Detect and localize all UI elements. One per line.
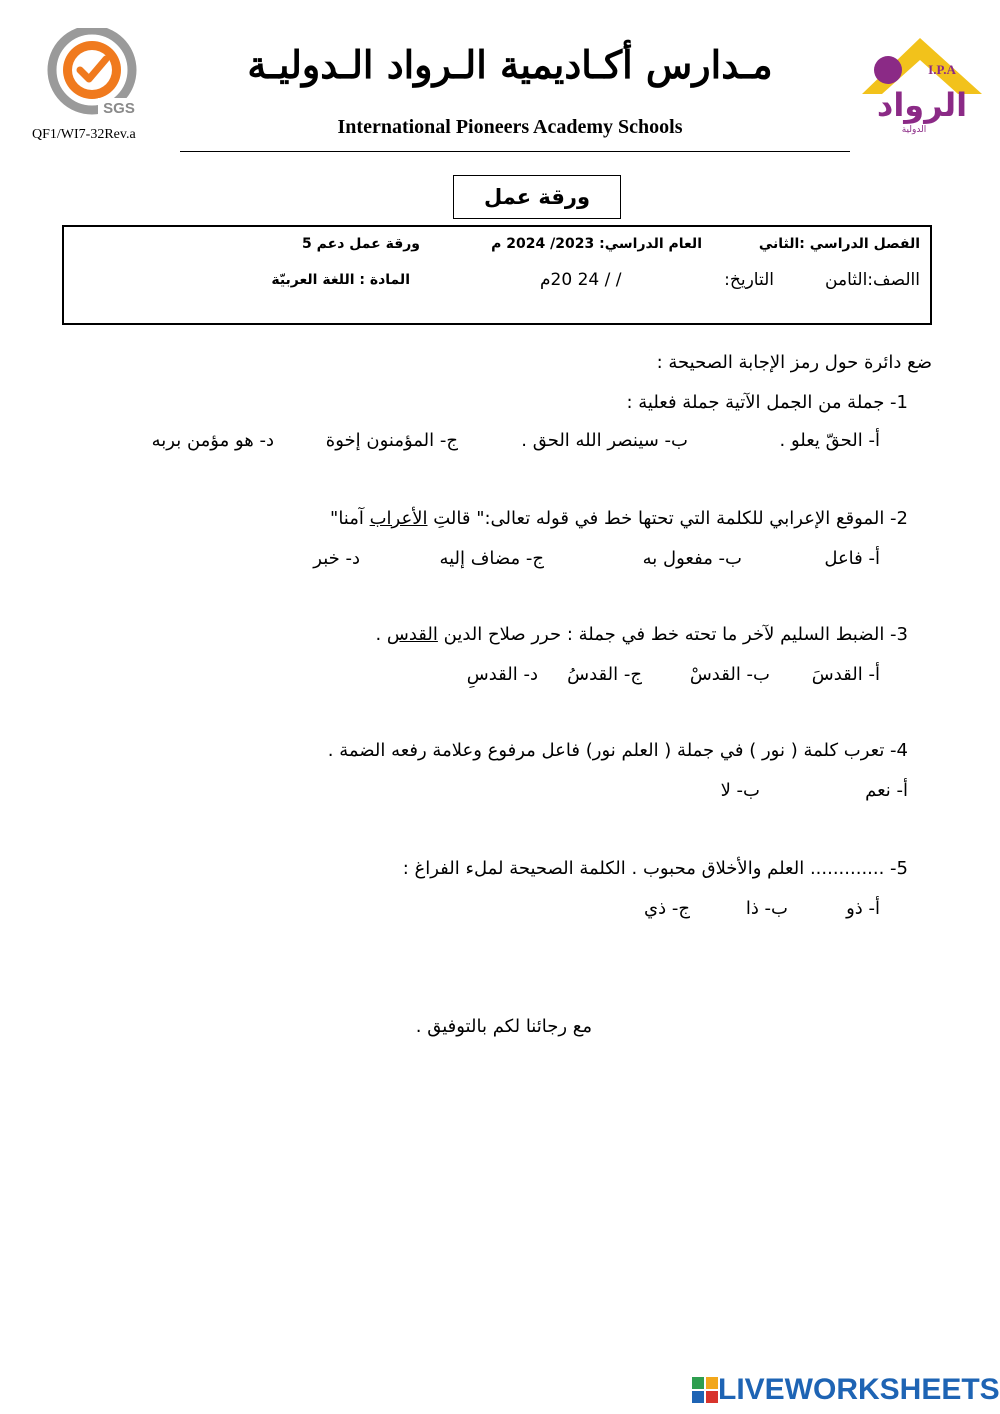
q4-option-b[interactable]: ب- لا	[720, 780, 760, 801]
question-number: 2	[896, 508, 908, 529]
school-title-arabic: مـدارس أكـاديمية الـرواد الـدوليـة	[247, 42, 773, 87]
question-text: جملة من الجمل الآتية جملة فعلية :	[626, 392, 885, 413]
liveworksheets-logo	[692, 1374, 1000, 1406]
closing-message: مع رجائنا لكم بالتوفيق .	[415, 1016, 592, 1037]
question-4: 4- تعرب كلمة ( نور ) في جملة ( العلم نور) فاعل مرفوع وعلامة رفعه الضمة .	[327, 740, 908, 761]
svg-text:SGS: SGS	[103, 100, 135, 117]
q5-option-b[interactable]: ب- ذا	[745, 898, 788, 919]
underlined-word: القدس	[386, 624, 438, 645]
question-number: 4	[896, 740, 908, 761]
instruction: ضع دائرة حول رمز الإجابة الصحيحة :	[656, 352, 932, 373]
question-text: تعرب كلمة ( نور ) في جملة ( العلم نور) فاعل مرفوع وعلامة رفعه الضمة .	[327, 740, 885, 761]
header-divider	[180, 151, 850, 152]
svg-text:الرواد: الرواد	[876, 86, 968, 124]
q2-option-a[interactable]: أ- فاعل	[824, 548, 880, 569]
liveworksheets-icon	[692, 1377, 718, 1403]
question-3: 3- الضبط السليم لآخر ما تحته خط في جملة : حرر صلاح الدين القدس .	[375, 624, 908, 645]
q5-option-a[interactable]: أ- ذو	[846, 898, 880, 919]
q1-option-c[interactable]: ج- المؤمنون إخوة	[325, 430, 458, 451]
subject-label: المادة : اللغة العربيّة	[271, 272, 410, 288]
semester-label: الفصل الدراسي :الثاني	[758, 236, 920, 252]
question-text: ............. العلم والأخلاق محبوب . الكلمة الصحيحة لملء الفراغ :	[402, 858, 885, 879]
q3-option-b[interactable]: ب- القدسْ	[689, 664, 770, 685]
school-year-label: العام الدراسي: 2023/ 2024 م	[491, 236, 702, 252]
question-number: 1	[896, 392, 908, 413]
q4-option-a[interactable]: أ- نعم	[865, 780, 908, 801]
q3-option-a[interactable]: أ- القدسَ	[811, 664, 880, 685]
date-value: / / 24 20م	[540, 270, 622, 290]
svg-text:الدولية: الدولية	[901, 125, 927, 135]
q1-option-a[interactable]: أ- الحقّ يعلو .	[779, 430, 880, 451]
question-5: 5- ............. العلم والأخلاق محبوب . الكلمة الصحيحة لملء الفراغ :	[402, 858, 908, 879]
q2-option-d[interactable]: د- خبر	[313, 548, 360, 569]
document-code: QF1/WI7-32Rev.a	[32, 127, 136, 142]
sgs-certification-logo	[40, 28, 140, 120]
q1-option-d[interactable]: د- هو مؤمن بربه	[151, 430, 274, 451]
underlined-word: الأعراب	[369, 508, 428, 529]
q1-option-b[interactable]: ب- سينصر الله الحق .	[521, 430, 688, 451]
q5-option-c[interactable]: ج- ذي	[644, 898, 690, 919]
worksheet-title-box: ورقة عمل	[453, 175, 621, 219]
question-2: 2- الموقع الإعرابي للكلمة التي تحتها خط في قوله تعالى:" قالتِ الأعراب آمنا"	[330, 508, 908, 529]
q2-option-b[interactable]: ب- مفعول به	[642, 548, 742, 569]
date-label: التاريخ:	[724, 270, 774, 290]
ipa-academy-logo	[858, 34, 986, 138]
q3-option-d[interactable]: د- القدسِ	[466, 664, 538, 685]
question-1: 1- جملة من الجمل الآتية جملة فعلية :	[626, 392, 908, 413]
sheet-label: ورقة عمل دعم 5	[302, 236, 420, 252]
school-title-english: International Pioneers Academy Schools	[337, 116, 683, 138]
question-number: 3	[896, 624, 908, 645]
q3-option-c[interactable]: ج- القدسُ	[567, 664, 642, 685]
question-number: 5	[896, 858, 908, 879]
grade-label: االصف:الثامن	[825, 270, 920, 290]
liveworksheets-brand: LIVEWORKSHEETS	[718, 1373, 1000, 1406]
svg-text:I.P.A: I.P.A	[928, 62, 956, 77]
q2-option-c[interactable]: ج- مضاف إليه	[439, 548, 544, 569]
